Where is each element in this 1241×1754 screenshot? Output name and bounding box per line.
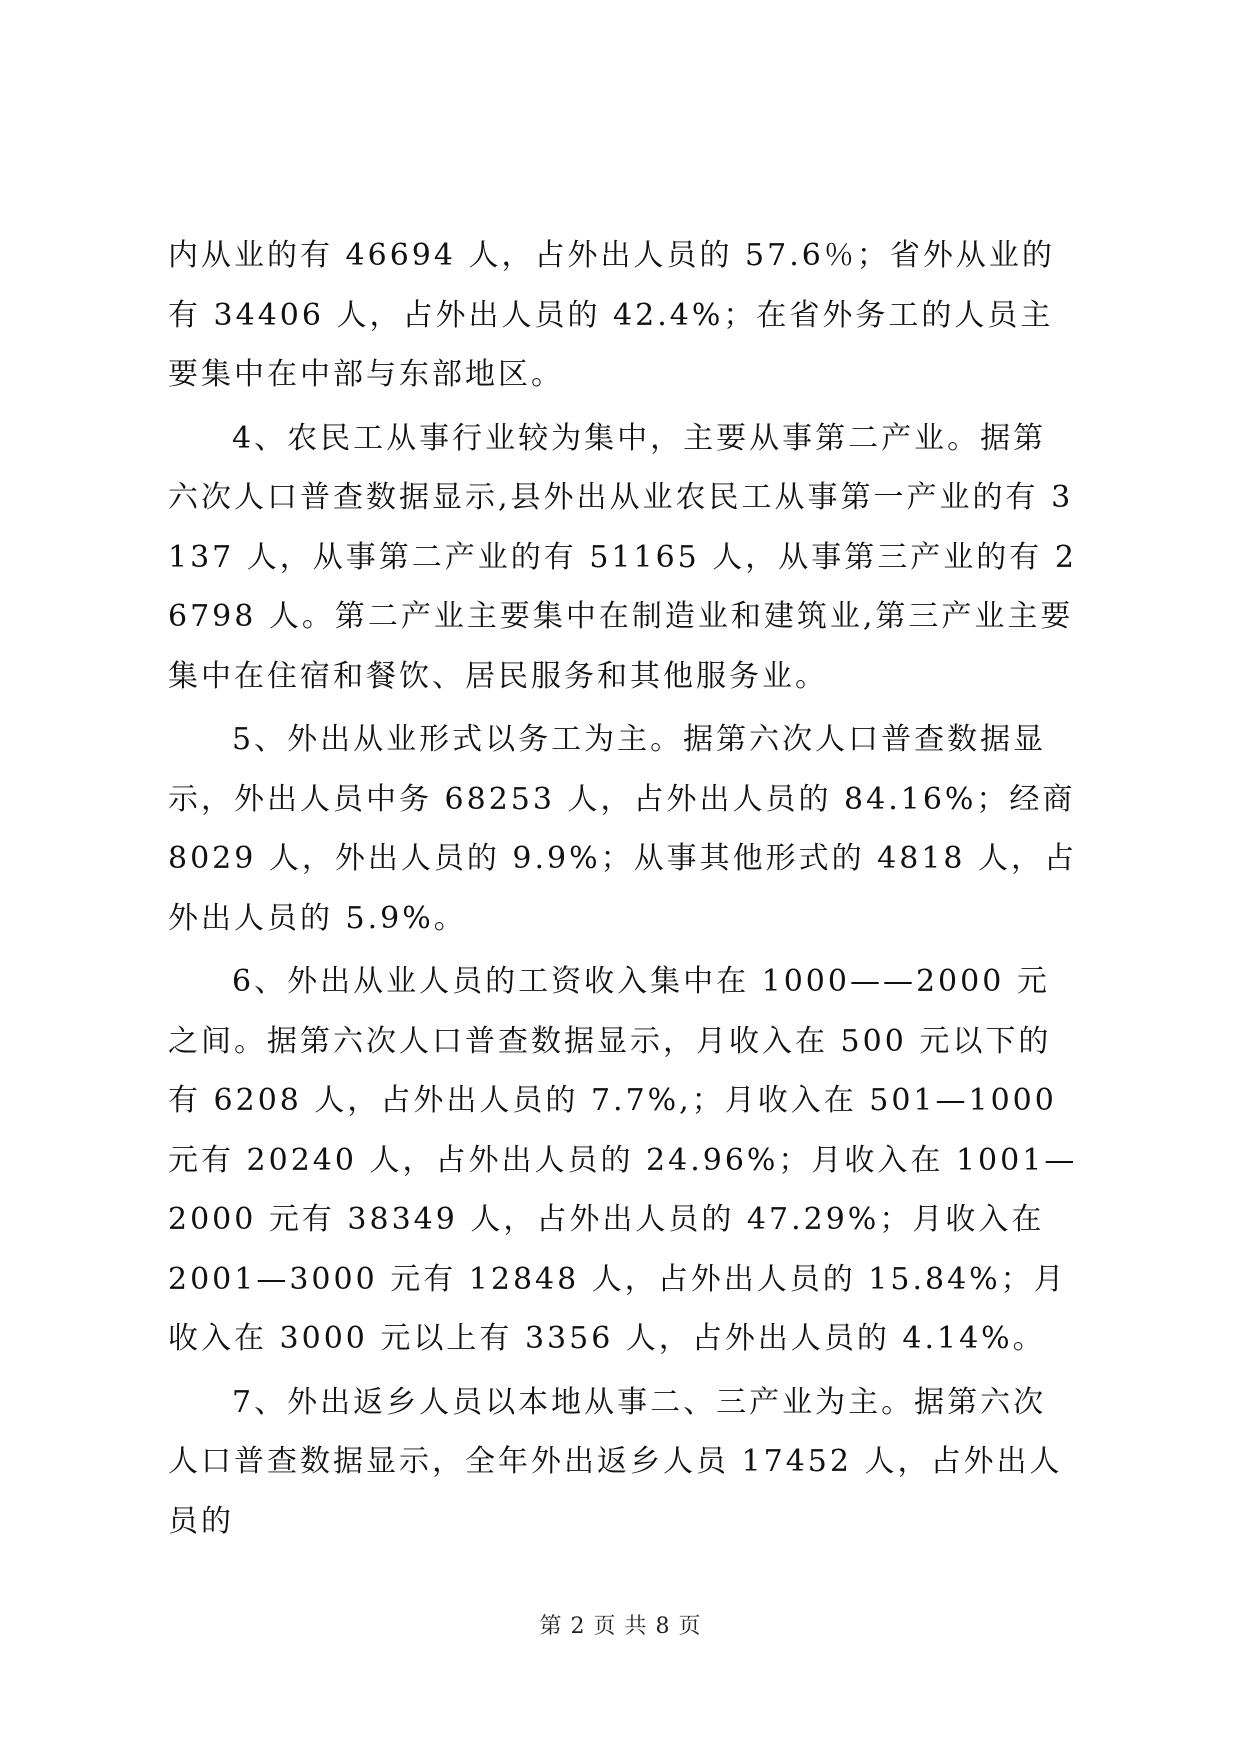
paragraph-item-5: 5、外出从业形式以务工为主。据第六次人口普查数据显示，外出人员中务 68253 人，占外出人员的 84.16%；经商 8029 人，外出人员的 9.9%；从事其他形式的 4818 人，占外出人员的 5.9%。 — [168, 722, 1078, 936]
document-body — [168, 226, 1078, 1551]
paragraph-item-6: 6、外出从业人员的工资收入集中在 1000——2000 元之间。据第六次人口普查数据显示，月收入在 500 元以下的有 6208 人，占外出人员的 7.7%,；月收入在 501—1000 元有 20240 人，占外出人员的 24.96%；月收入在 1001—2000 元有 38349 人，占外出人员的 47.29%；月收入在 2001—3000 元有 12848 人，占外出人员的 15.84%；月收入在 3000 元以上有 3356 人，占外出人员的 4.14%。 — [168, 964, 1078, 1356]
page-number-footer: 第 2 页 共 8 页 — [539, 1614, 702, 1639]
paragraph-item-7: 7、外出返乡人员以本地从事二、三产业为主。据第六次人口普查数据显示，全年外出返乡人员 17452 人，占外出人员的 — [168, 1384, 1063, 1539]
paragraph-continuation: 内从业的有 46694 人，占外出人员的 57.6％；省外从业的有 34406 人，占外出人员的 42.4%；在省外务工的人员主要集中在中部与东部地区。 — [168, 238, 1055, 392]
paragraph-item-4: 4、农民工从事行业较为集中，主要从事第二产业。据第六次人口普查数据显示,县外出从业农民工从事第一产业的有 3137 人，从事第二产业的有 51165 人，从事第三产业的有 26798 人。第二产业主要集中在制造业和建筑业,第三产业主要集中在住宿和餐饮、居民服务和其他服务业。 — [168, 420, 1077, 694]
